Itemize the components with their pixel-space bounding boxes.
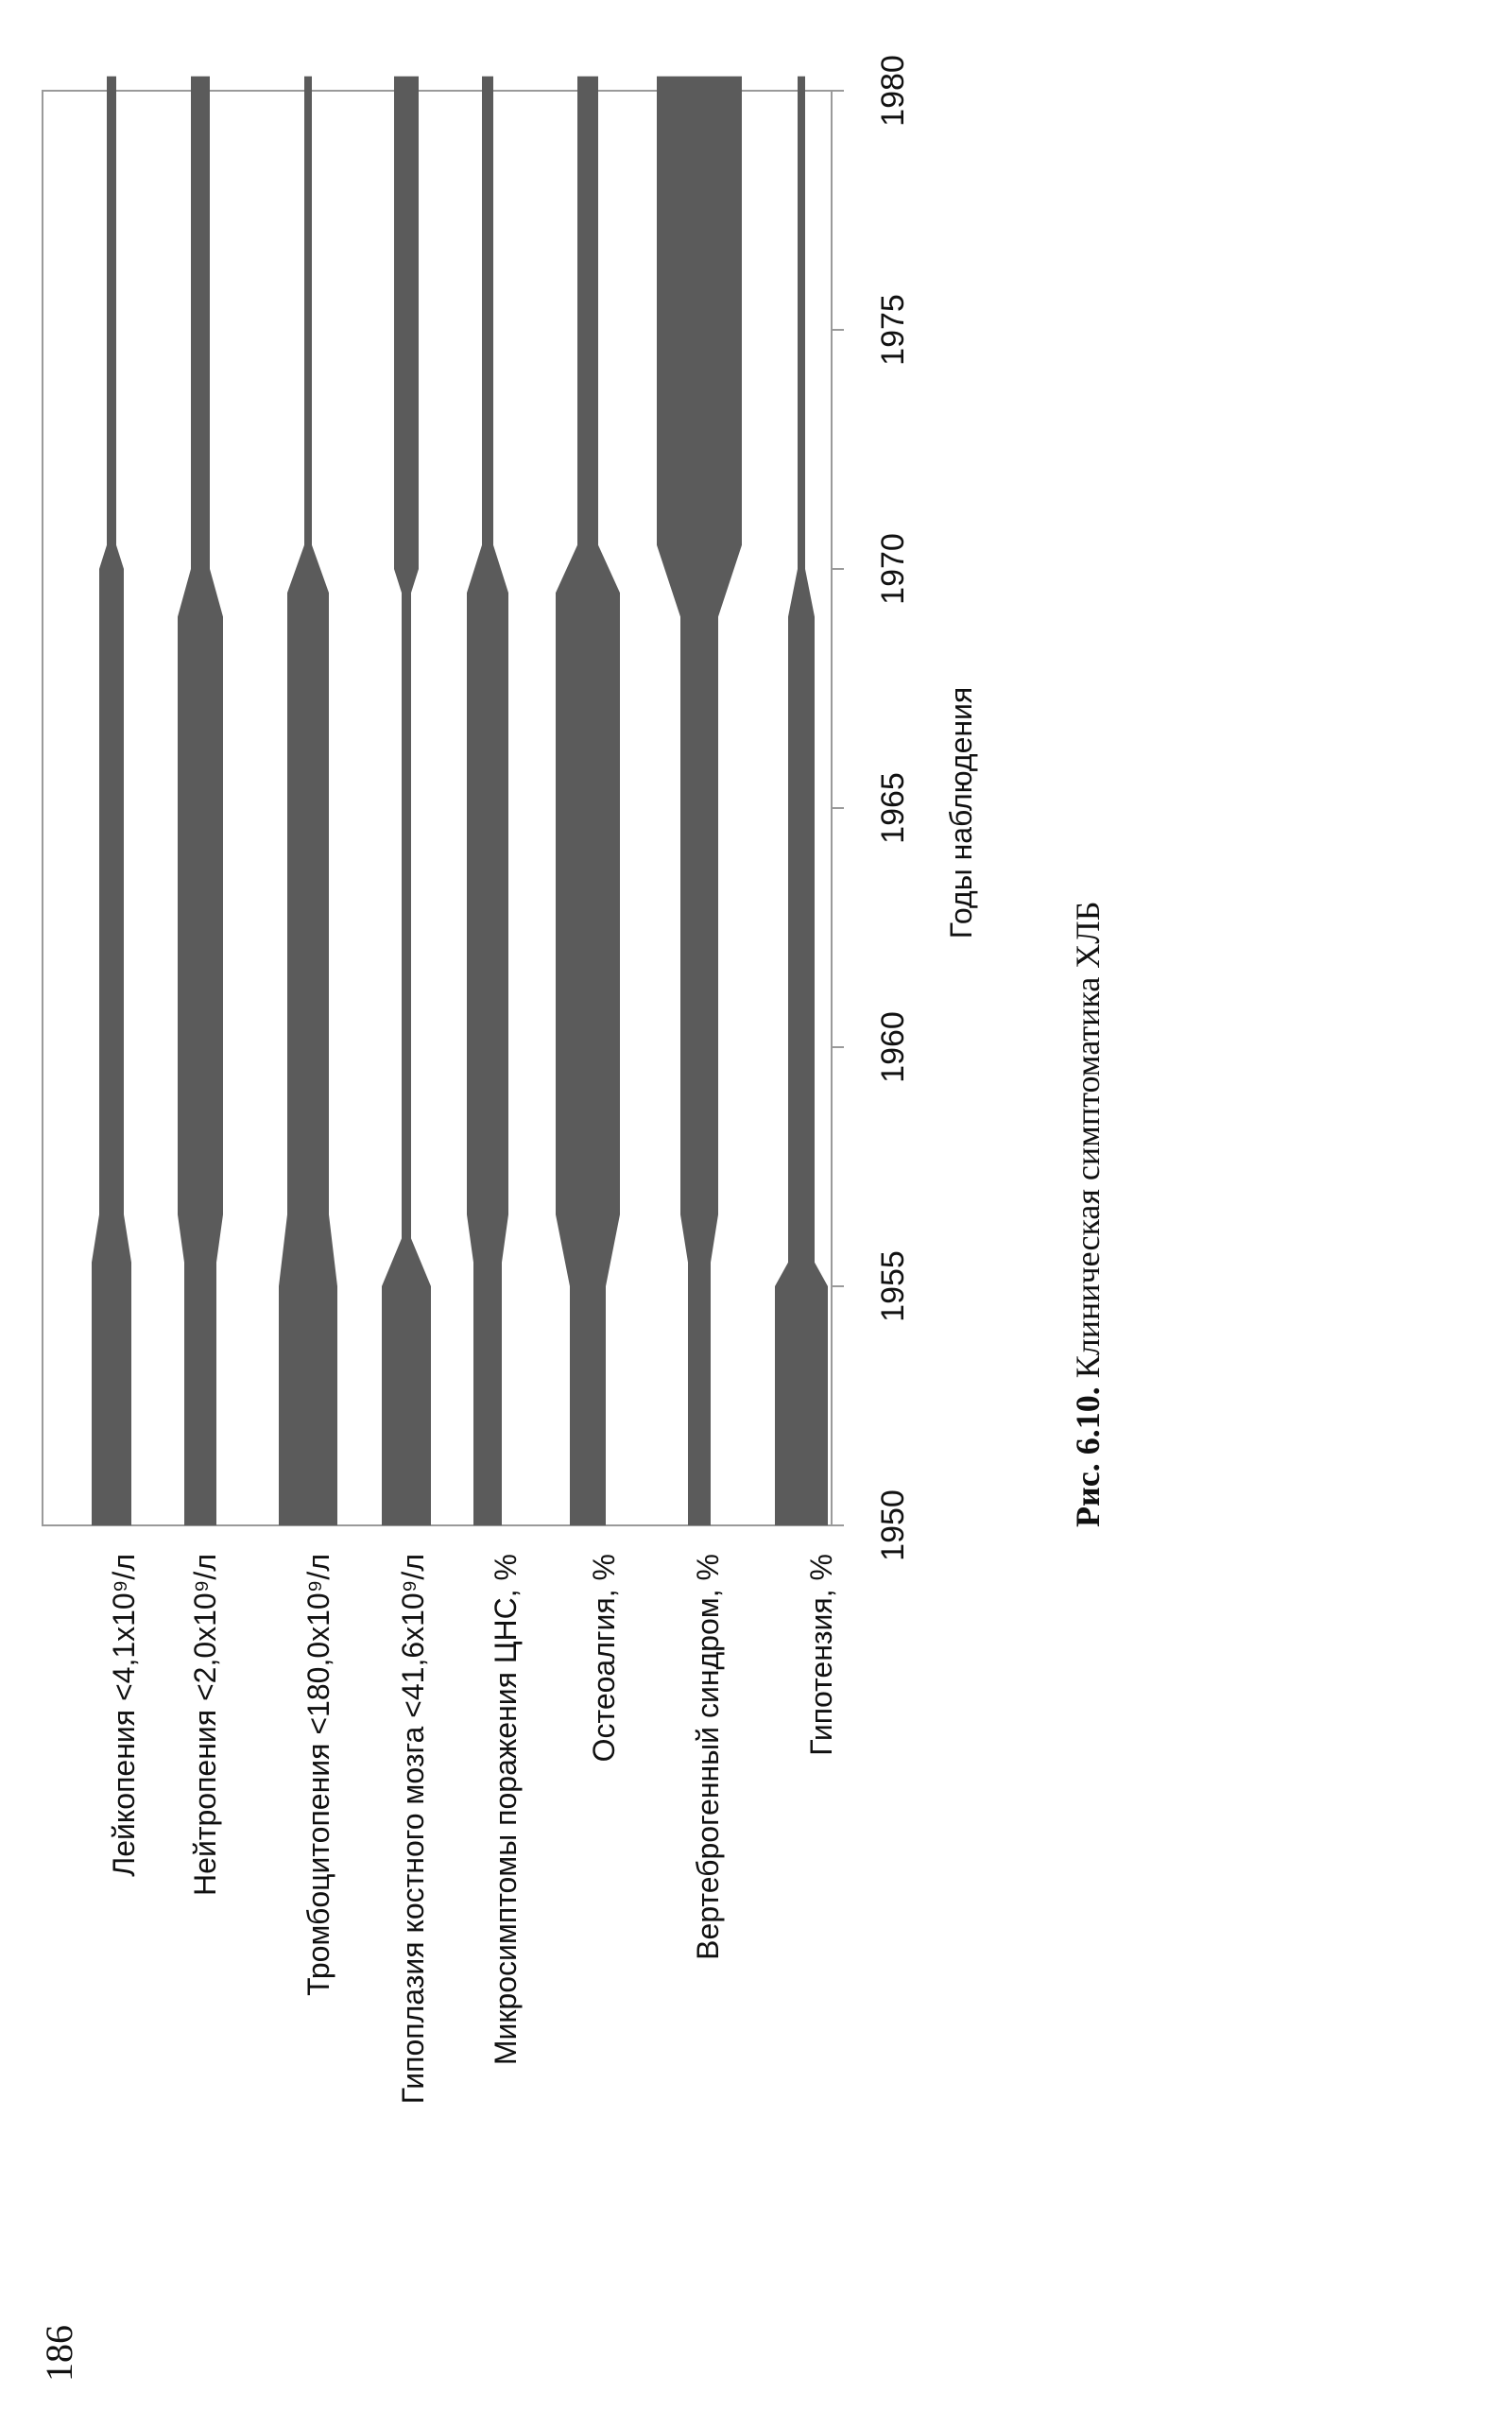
- series-band-6: [556, 77, 620, 1525]
- series-band-7: [657, 77, 742, 1525]
- series-label-7: Вертеброгенный синдром, %: [691, 1554, 725, 1960]
- series-band-1: [92, 77, 131, 1525]
- series-label-4: Гипоплазия костного мозга <41,6х10⁹/л: [396, 1554, 430, 2105]
- figure-caption-text: Клиническая симптоматика ХЛБ: [1069, 901, 1107, 1387]
- figure-caption-number: Рис. 6.10.: [1069, 1386, 1107, 1527]
- series-label-5: Микросимптомы поражения ЦНС, %: [489, 1554, 523, 2066]
- series-label-3: Тромбоцитопения <180,0х10⁹/л: [301, 1554, 335, 1996]
- x-tick-label: 1960: [875, 1011, 911, 1083]
- x-tick-label: 1965: [875, 772, 911, 844]
- series-band-2: [178, 77, 223, 1525]
- series-label-1: Лейкопения <4,1х10⁹/л: [107, 1554, 141, 1877]
- plot-area: [43, 55, 911, 1561]
- x-axis-title: Годы наблюдения: [944, 686, 978, 939]
- x-tick-label: 1970: [875, 533, 911, 605]
- x-tick-label: 1950: [875, 1489, 911, 1561]
- series-band-5: [467, 77, 508, 1525]
- series-band-8: [775, 77, 828, 1525]
- series-bands: [92, 77, 828, 1525]
- x-tick-label: 1975: [875, 294, 911, 366]
- x-tick-label: 1980: [875, 55, 911, 127]
- series-label-2: Нейтропения <2,0х10⁹/л: [188, 1554, 222, 1896]
- x-axis: [832, 55, 911, 1561]
- series-band-4: [382, 77, 431, 1525]
- series-label-6: Остеоалгия, %: [587, 1554, 621, 1763]
- legend: [107, 1554, 838, 2104]
- figure-caption: [1069, 902, 1107, 1527]
- series-band-3: [279, 77, 337, 1525]
- x-tick-label: 1955: [875, 1250, 911, 1322]
- page-number: 186: [38, 2325, 80, 2382]
- series-label-8: Гипотензия, %: [804, 1554, 838, 1756]
